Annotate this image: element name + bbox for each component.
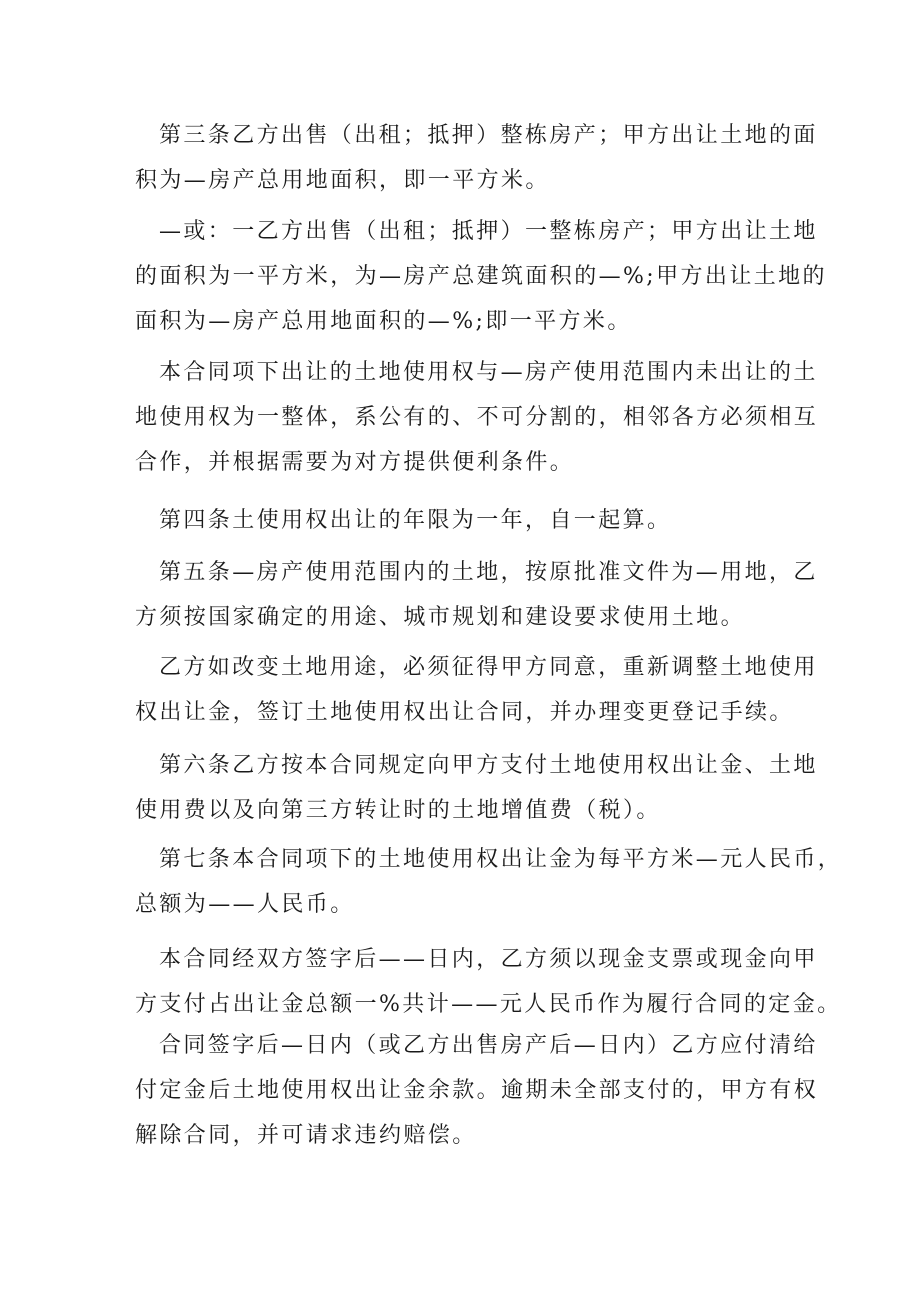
text-line: 方支付占出让金总额一%共计——元人民币作为履行合同的定金。 (135, 992, 842, 1017)
paragraph-payment-balance (135, 1023, 819, 1158)
text-line: 方须按国家确定的用途、城市规划和建设要求使用土地。 (135, 605, 746, 630)
text-line: 第五条—房产使用范围内的土地，按原批准文件为—用地，乙 (159, 560, 818, 585)
text-line: 总额为——人民币。 (135, 892, 355, 917)
paragraph-article-3 (135, 113, 818, 203)
text-line: 本合同项下出让的土地使用权与—房产使用范围内未出让的土 (159, 360, 818, 385)
paragraph-article-6 (135, 743, 818, 833)
text-line: 第四条土使用权出让的年限为一年，自一起算。 (159, 508, 672, 533)
paragraph-article-7 (135, 837, 843, 927)
text-line: 解除合同，并可请求违约赔偿。 (135, 1123, 477, 1148)
text-line: 第六条乙方按本合同规定向甲方支付土地使用权出让金、土地 (159, 753, 818, 778)
text-line: 合同签字后—日内（或乙方出售房产后—日内）乙方应付清给 (159, 1033, 818, 1058)
text-line: —或：一乙方出售（出租；抵押）一整栋房产；甲方出让土地 (159, 219, 818, 244)
text-line: 乙方如改变土地用途，必须征得甲方同意，重新调整土地使用 (159, 655, 818, 680)
text-line: 付定金后土地使用权出让金余款。逾期未全部支付的，甲方有权 (135, 1078, 819, 1103)
text-line: 地使用权为一整体，系公有的、不可分割的，相邻各方必须相互 (135, 405, 819, 430)
text-line: 第三条乙方出售（出租；抵押）整栋房产；甲方出让土地的面 (159, 123, 818, 148)
text-line: 本合同经双方签字后——日内，乙方须以现金支票或现金向甲 (159, 947, 818, 972)
text-line: 第七条本合同项下的土地使用权出让金为每平方米—元人民币， (159, 847, 843, 872)
text-line: 的面积为一平方米，为—房产总建筑面积的—%;甲方出让土地的 (135, 264, 827, 289)
paragraph-article-4 (135, 498, 795, 543)
text-line: 使用费以及向第三方转让时的土地增值费（税）。 (135, 798, 661, 823)
text-line: 面积为—房产总用地面积的—%;即一平方米。 (135, 309, 632, 334)
paragraph-article-5 (135, 550, 818, 640)
paragraph-land-use-right-whole (135, 350, 819, 485)
text-line: 合作，并根据需要为对方提供便利条件。 (135, 450, 575, 475)
text-line: 权出让金，签订土地使用权出让合同，并办理变更登记手续。 (135, 700, 794, 725)
paragraph-deposit (135, 937, 842, 1027)
paragraph-change-land-use (135, 645, 818, 735)
paragraph-article-3-alternative (135, 209, 827, 344)
text-line: 积为—房产总用地面积，即一平方米。 (135, 168, 550, 193)
